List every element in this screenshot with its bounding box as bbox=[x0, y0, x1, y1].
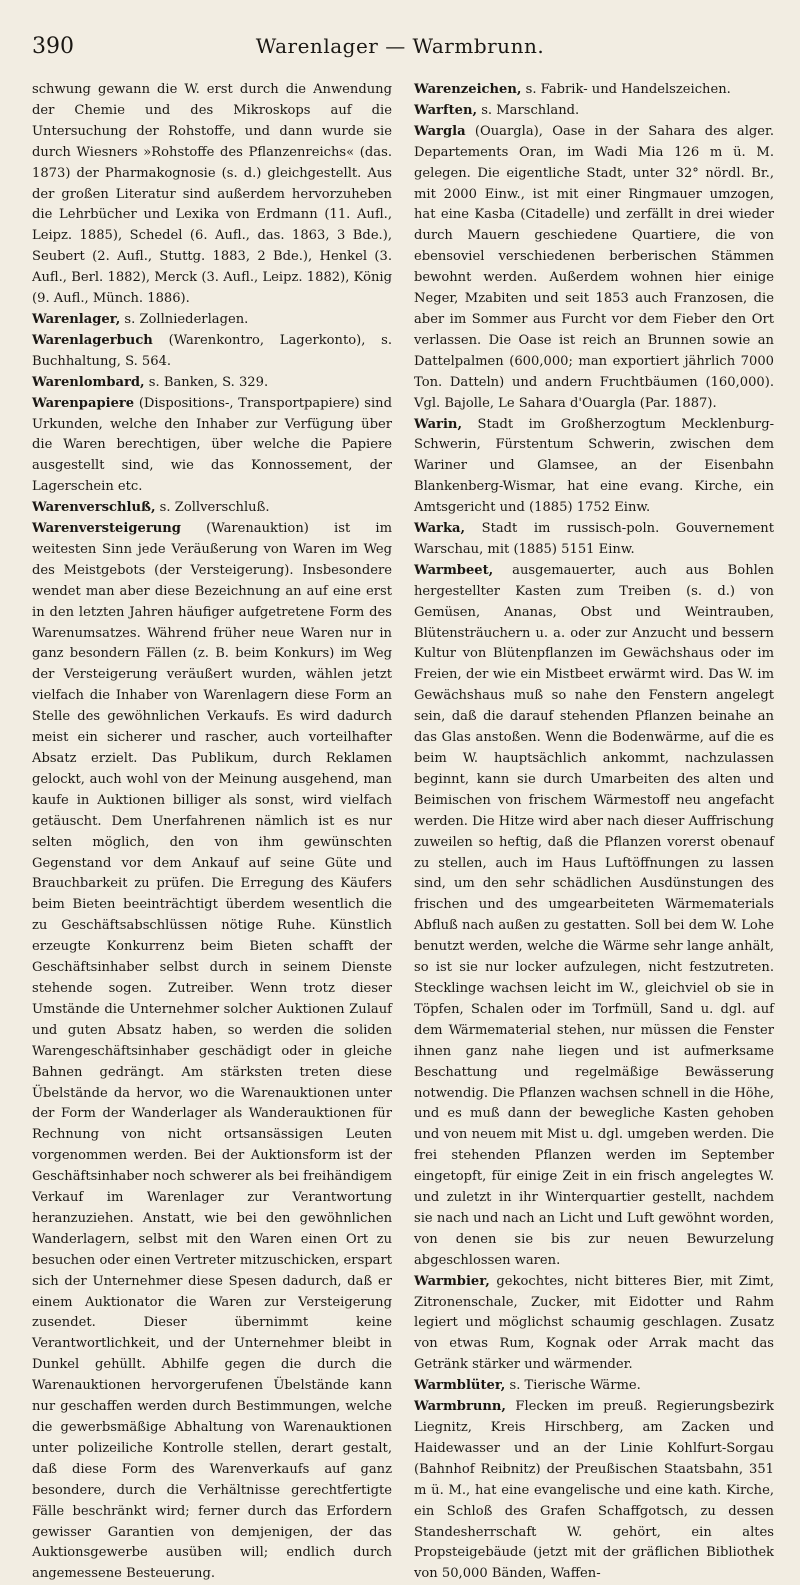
entry-text: Stadt im Großherzogtum Mecklenburg-Schwerin, Fürstentum Schwerin, zwischen dem Wariner und Glamsee, an der Eisenbahn Blankenberg-Wismar, hat eine evang. Kirche, ein Amtsgericht und (1885) 1752 Einw. bbox=[414, 416, 774, 516]
entry-headword: Warften, bbox=[414, 102, 478, 118]
entry-headword: Warka, bbox=[414, 521, 466, 537]
entry-headword: Warenlagerbuch bbox=[32, 332, 153, 348]
entry-text: ausgemauerter, auch aus Bohlen hergestellter Kasten zum Treiben (s. d.) von Gemüsen, Ananas, Obst und Weintrauben, Blütensträuchern u. a. oder zur Anzucht und bessern Kultur von Blütenpflanzen im Gewächshaus oder im Freien, der wie ein Mistbeet erwärmt wird. Das W. im Gewächshaus muß so nahe den Fenstern angelegt sein, daß die darauf stehenden Pflanzen beinahe an das Glas anstoßen. Wenn die Bodenwärme, auf die es beim W. hauptsächlich ankommt, nachzulassen beginnt, kann sie durch Umarbeiten des alten und Beimischen von frischem Wärmestoff neu angefacht werden. Die Hitze wird aber nach dieser Auffrischung zuweilen so heftig, daß die Pflanzen vorerst obenauf zu stellen, auch im Haus Luftöffnungen zu lassen sind, um den sehr schädlichen Ausdünstungen des frischen und des umgearbeiteten Wärmematerials Abfluß nach außen zu gestatten. Soll bei dem W. Lohe benutzt werden, welche die Wärme sehr lange anhält, so ist sie nur locker aufzulegen, nicht festzutreten. Stecklinge wachsen leicht im W., gleichviel ob sie in Töpfen, Schalen oder im Torfmüll, Sand u. dgl. auf dem Wärmematerial stehen, nur müssen die Fenster ihnen ganz nahe liegen und ist aufmerksame Beschattung und regelmäßige Bewässerung notwendig. Die Pflanzen wachsen schnell in die Höhe, und es muß dann der bewegliche Kasten gehoben und von neuem mit Mist u. dgl. umgeben werden. Die frei stehenden Pflanzen werden im September eingetopft, für einige Zeit in ein frisch angelegtes W. und zuletzt in ihr Winterquartier gestellt, nachdem sie nach und nach an Licht und Luft gewöhnt worden, von denen sie bis zur neuen Bewurzelung abgeschlossen waren. bbox=[414, 562, 774, 1268]
dictionary-entry bbox=[32, 498, 392, 519]
entry-headword: Wargla bbox=[414, 123, 466, 139]
entry-headword: Warmbeet, bbox=[414, 562, 494, 578]
dictionary-entry bbox=[414, 1272, 774, 1377]
dictionary-entry bbox=[414, 1376, 774, 1397]
dictionary-entry bbox=[414, 519, 774, 561]
entry-text: s. Zollverschluß. bbox=[155, 500, 270, 516]
dictionary-entry bbox=[414, 561, 774, 1272]
entry-text: s. Fabrik- und Handelszeichen. bbox=[521, 82, 731, 97]
page-header bbox=[32, 34, 768, 66]
entry-headword: Warenpapiere bbox=[32, 395, 135, 411]
dictionary-entry bbox=[32, 394, 392, 499]
entry-text: Flecken im preuß. Regierungsbezirk Liegnitz, Kreis Hirschberg, am Zacken und Haidewasser und an der Linie Kohlfurt-Sorgau (Bahnhof Reibnitz) der Preußischen Staatsbahn, 351 m ü. M., hat eine evangelische und eine kath. Kirche, ein Schloß des Grafen Schaffgotsch, zu dessen Standesherrschaft W. gehört, ein altes Propsteigebäude (jetzt mit der gräflichen Bibliothek von 50,000 Bänden, Waffen- bbox=[414, 1399, 774, 1582]
entry-headword: Warenzeichen, bbox=[414, 82, 522, 97]
running-title: Warenlager — Warmbrunn. bbox=[255, 34, 545, 58]
entry-text: (Ouargla), Oase in der Sahara des alger. Departements Oran, im Wadi Mia 126 m ü. M. gelegen. Die eigentliche Stadt, unter 32° nördl. Br., mit 2000 Einw., ist mit einer Ringmauer umzogen, hat eine Kasba (Citadelle) und zerfällt in drei wieder durch Mauern geschiedene Quartiere, die von ebensoviel verschiedenen berberischen Stämmen bewohnt werden. Außerdem wohnen hier einige Neger, Mzabiten und seit 1853 auch Franzosen, die aber im Sommer aus Furcht vor dem Fieber den Ort verlassen. Die Oase ist reich an Brunnen sowie an Dattelpalmen (600,000; man exportiert jährlich 7000 Ton. Datteln) und andern Fruchtbäumen (160,000). Vgl. Bajolle, Le Sahara d'Ouargla (Par. 1887). bbox=[414, 123, 774, 411]
dictionary-entry bbox=[32, 331, 392, 373]
entry-text: s. Banken, S. 329. bbox=[144, 374, 269, 390]
dictionary-entry bbox=[414, 415, 774, 520]
dictionary-entry bbox=[32, 373, 392, 394]
text-columns bbox=[32, 80, 774, 1582]
entry-text: Stadt im russisch-poln. Gouvernement Warschau, mit (1885) 5151 Einw. bbox=[414, 521, 774, 557]
entry-headword: Warin, bbox=[414, 416, 463, 432]
right-column bbox=[414, 80, 774, 1582]
entry-headword: Warenversteigerung bbox=[32, 521, 181, 537]
entry-headword: Warmbier, bbox=[414, 1273, 490, 1289]
entry-headword: Warenverschluß, bbox=[32, 500, 156, 516]
entry-text: (Dispositions-, Transportpapiere) sind Urkunden, welche den Inhaber zur Verfügung über die Waren berechtigen, über welche die Papiere ausgestellt sind, wie das Konnossement, der Lagerschein etc. bbox=[32, 395, 392, 495]
dictionary-entry bbox=[414, 80, 774, 101]
dictionary-entry bbox=[414, 1397, 774, 1585]
entry-text: s. Tierische Wärme. bbox=[505, 1378, 641, 1394]
left-column bbox=[32, 80, 392, 1582]
entry-headword: Warmblüter, bbox=[414, 1378, 506, 1394]
dictionary-entry bbox=[414, 101, 774, 122]
dictionary-entry bbox=[32, 519, 392, 1585]
entry-text: schwung gewann die W. erst durch die Anwendung der Chemie und des Mikroskops auf die Untersuchung der Rohstoffe, und dann wurde sie durch Wiesners »Rohstoffe des Pflanzenreichs« (das. 1873) der Pharmakognosie (s. d.) gleichgestellt. Aus der großen Literatur sind außerdem hervorzuheben die Lehrbücher und Lexika von Erdmann (11. Aufl., Leipz. 1885), Schedel (6. Aufl., das. 1863, 3 Bde.), Seubert (2. Aufl., Stuttg. 1883, 2 Bde.), Henkel (3. Aufl., Berl. 1882), Merck (3. Aufl., Leipz. 1882), König (9. Aufl., Münch. 1886). bbox=[32, 82, 392, 307]
dictionary-entry bbox=[32, 80, 392, 310]
entry-headword: Warmbrunn, bbox=[414, 1399, 506, 1415]
entry-headword: Warenlombard, bbox=[32, 374, 145, 390]
entry-text: (Warenkontro, Lagerkonto), s. Buchhaltung, S. 564. bbox=[32, 332, 392, 369]
entry-headword: Warenlager, bbox=[32, 311, 121, 327]
entry-text: gekochtes, nicht bitteres Bier, mit Zimt, Zitronenschale, Zucker, mit Eidotter und Rahm legiert und möglichst schaumig geschlagen. Zusatz von etwas Rum, Kognak oder Arrak macht das Getränk stärker und wärmender. bbox=[414, 1273, 774, 1373]
entry-text: (Warenauktion) ist im weitesten Sinn jede Veräußerung von Waren im Weg des Meistgebots (der Versteigerung). Insbesondere wendet man aber diese Bezeichnung an auf eine erst in den letzten Jahren häufiger aufgetretene Form des Warenumsatzes. Während früher neue Waren nur in ganz besondern Fällen (z. B. beim Konkurs) im Weg der Versteigerung veräußert wurden, wählen jetzt vielfach die Inhaber von Warenlagern diese Form an Stelle des gewöhnlichen Verkaufs. Es wird dadurch meist ein sicherer und rascher, auch vorteilhafter Absatz erzielt. Das Publikum, durch Reklamen gelockt, auch wohl von der Meinung ausgehend, man kaufe in Auktionen billiger als sonst, wird vielfach getäuscht. Dem Unerfahrenen nämlich ist es nur selten möglich, den von ihm gewünschten Gegenstand vor dem Ankauf auf seine Güte und Brauchbarkeit zu prüfen. Die Erregung des Käufers beim Bieten beeinträchtigt überdem wesentlich die zu Geschäftsabschlüssen nötige Ruhe. Künstlich erzeugte Konkurrenz beim Bieten schafft der Geschäftsinhaber selbst durch in seinem Dienste stehende sogen. Zutreiber. Wenn trotz dieser Umstände die Unternehmer solcher Auktionen Zulauf und guten Absatz haben, so werden die soliden Warengeschäftsinhaber geschädigt oder in gleiche Bahnen gedrängt. Am stärksten treten diese Übelstände da hervor, wo die Warenauktionen unter der Form der Wanderlager als Wanderauktionen für Rechnung von nicht ortsansässigen Leuten vorgenommen werden. Bei der Auktionsform ist der Geschäftsinhaber noch schwerer als bei freihändigem Verkauf im Warenlager zur Verantwortung heranzuziehen. Anstatt, wie bei den gewöhnlichen Wanderlagern, selbst mit den Waren einen Ort zu besuchen oder einen Vertreter mitzuschicken, erspart sich der Unternehmer diese Spesen dadurch, daß er einem Auktionator die Waren zur Versteigerung zusendet. Dieser übernimmt keine Verantwortlichkeit, und der Unternehmer bleibt in Dunkel gehüllt. Abhilfe gegen die durch die Warenauktionen hervorgerufenen Übelstände kann nur geschaffen werden durch Bestimmungen, welche die gewerbsmäßige Abhaltung von Warenauktionen unter polizeiliche Kontrolle stellen, derart gestalt, daß diese Form des Warenverkaufs auf ganz besondere, durch die Verhältnisse gerechtfertigte Fälle beschränkt wird; ferner durch das Erfordern gewisser Garantien von demjenigen, der das Auktionsgewerbe ausüben will; endlich durch angemessene Besteuerung. bbox=[32, 521, 392, 1582]
page-number: 390 bbox=[32, 34, 74, 59]
entry-text: s. Marschland. bbox=[477, 102, 580, 118]
dictionary-entry bbox=[414, 122, 774, 415]
entry-text: s. Zollniederlagen. bbox=[120, 311, 249, 327]
dictionary-entry bbox=[32, 310, 392, 331]
